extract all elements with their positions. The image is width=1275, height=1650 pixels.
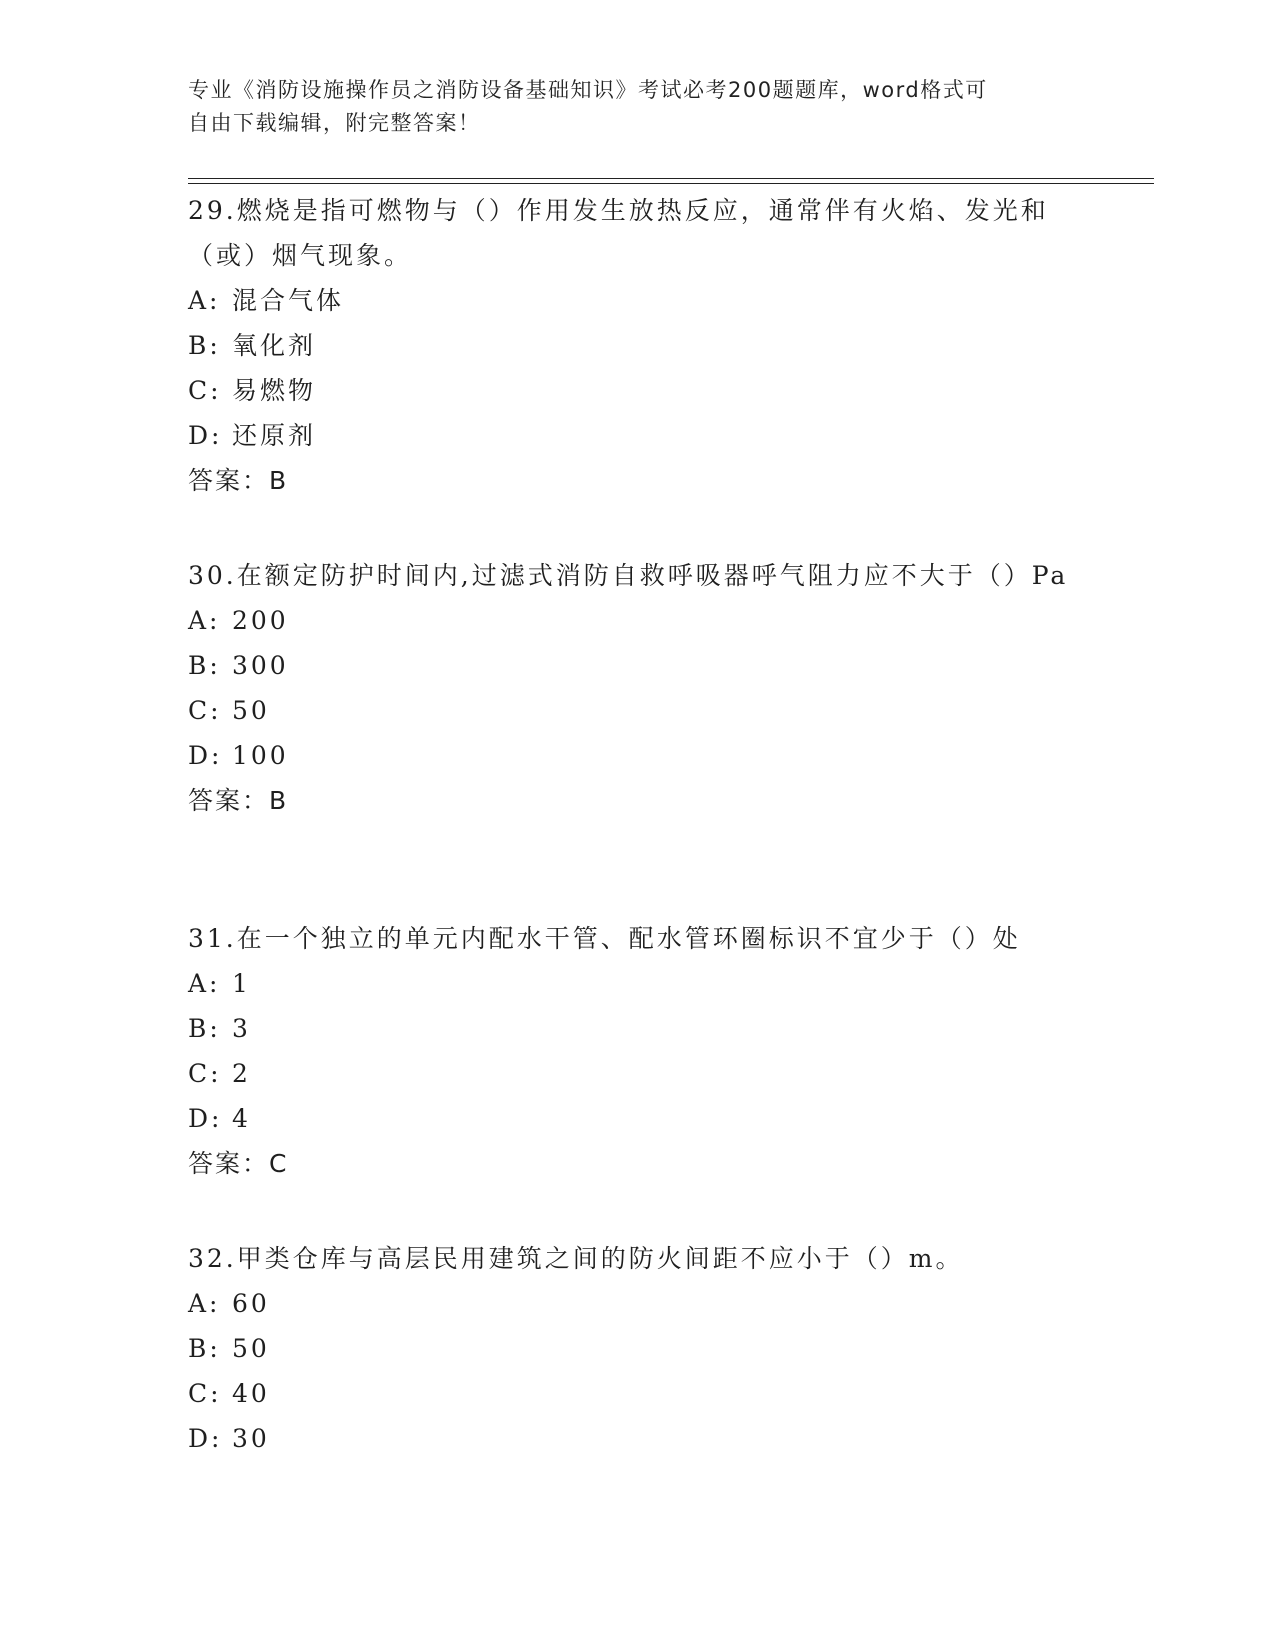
option-text: 100: [232, 741, 289, 770]
question-30: [188, 553, 1088, 823]
option-letter: B:: [188, 331, 221, 360]
question-text: 31.在一个独立的单元内配水干管、配水管环圈标识不宜少于（）处: [188, 924, 1021, 953]
question-31: [188, 916, 1088, 1186]
option-text: 4: [232, 1104, 251, 1133]
option-text: 1: [232, 969, 251, 998]
option-c: [188, 368, 1088, 413]
option-letter: B:: [188, 1014, 221, 1043]
option-letter: A:: [188, 286, 221, 315]
document-header: [188, 74, 1088, 140]
option-text: 易燃物: [232, 376, 317, 405]
option-b: [188, 1326, 1088, 1371]
option-text: 混合气体: [232, 286, 345, 315]
option-text: 还原剂: [232, 421, 317, 450]
header-rule-top: [188, 178, 1154, 179]
option-letter: B:: [188, 1334, 221, 1363]
header-rule-bottom: [188, 183, 1154, 184]
option-text: 3: [232, 1014, 251, 1043]
option-c: [188, 1051, 1088, 1096]
option-text: 50: [232, 696, 270, 725]
option-c: [188, 688, 1088, 733]
option-a: [188, 1281, 1088, 1326]
option-text: 2: [232, 1059, 251, 1088]
option-letter: C:: [188, 696, 222, 725]
question-32: [188, 1236, 1088, 1461]
option-letter: D:: [188, 741, 223, 770]
option-d: [188, 1096, 1088, 1141]
option-d: [188, 733, 1088, 778]
option-letter: C:: [188, 376, 222, 405]
option-b: [188, 323, 1088, 368]
option-letter: C:: [188, 1379, 222, 1408]
answer-line: 答案：B: [188, 466, 289, 495]
option-text: 50: [232, 1334, 270, 1363]
header-line-1: 专业《消防设施操作员之消防设备基础知识》考试必考200题题库，word格式可: [188, 78, 988, 102]
answer-line: 答案：C: [188, 1149, 289, 1178]
option-a: [188, 598, 1088, 643]
option-d: [188, 1416, 1088, 1461]
option-text: 200: [232, 606, 289, 635]
option-d: [188, 413, 1088, 458]
option-a: [188, 961, 1088, 1006]
question-text: 32.甲类仓库与高层民用建筑之间的防火间距不应小于（）m。: [188, 1244, 964, 1273]
option-text: 60: [232, 1289, 270, 1318]
option-letter: A:: [188, 1289, 221, 1318]
option-letter: A:: [188, 969, 221, 998]
option-letter: D:: [188, 1104, 223, 1133]
option-b: [188, 1006, 1088, 1051]
question-29: [188, 188, 1088, 503]
option-a: [188, 278, 1088, 323]
option-letter: C:: [188, 1059, 222, 1088]
question-text: 29.燃烧是指可燃物与（）作用发生放热反应，通常伴有火焰、发光和（或）烟气现象。: [188, 196, 1049, 270]
option-letter: D:: [188, 1424, 223, 1453]
option-text: 300: [232, 651, 289, 680]
option-c: [188, 1371, 1088, 1416]
header-line-2: 自由下载编辑，附完整答案！: [188, 111, 481, 135]
question-text: 30.在额定防护时间内,过滤式消防自救呼吸器呼气阻力应不大于（）Pa: [188, 561, 1069, 590]
option-letter: A:: [188, 606, 221, 635]
option-text: 30: [232, 1424, 270, 1453]
option-text: 40: [232, 1379, 270, 1408]
option-b: [188, 643, 1088, 688]
answer-line: 答案：B: [188, 786, 289, 815]
option-letter: B:: [188, 651, 221, 680]
option-letter: D:: [188, 421, 223, 450]
option-text: 氧化剂: [232, 331, 317, 360]
